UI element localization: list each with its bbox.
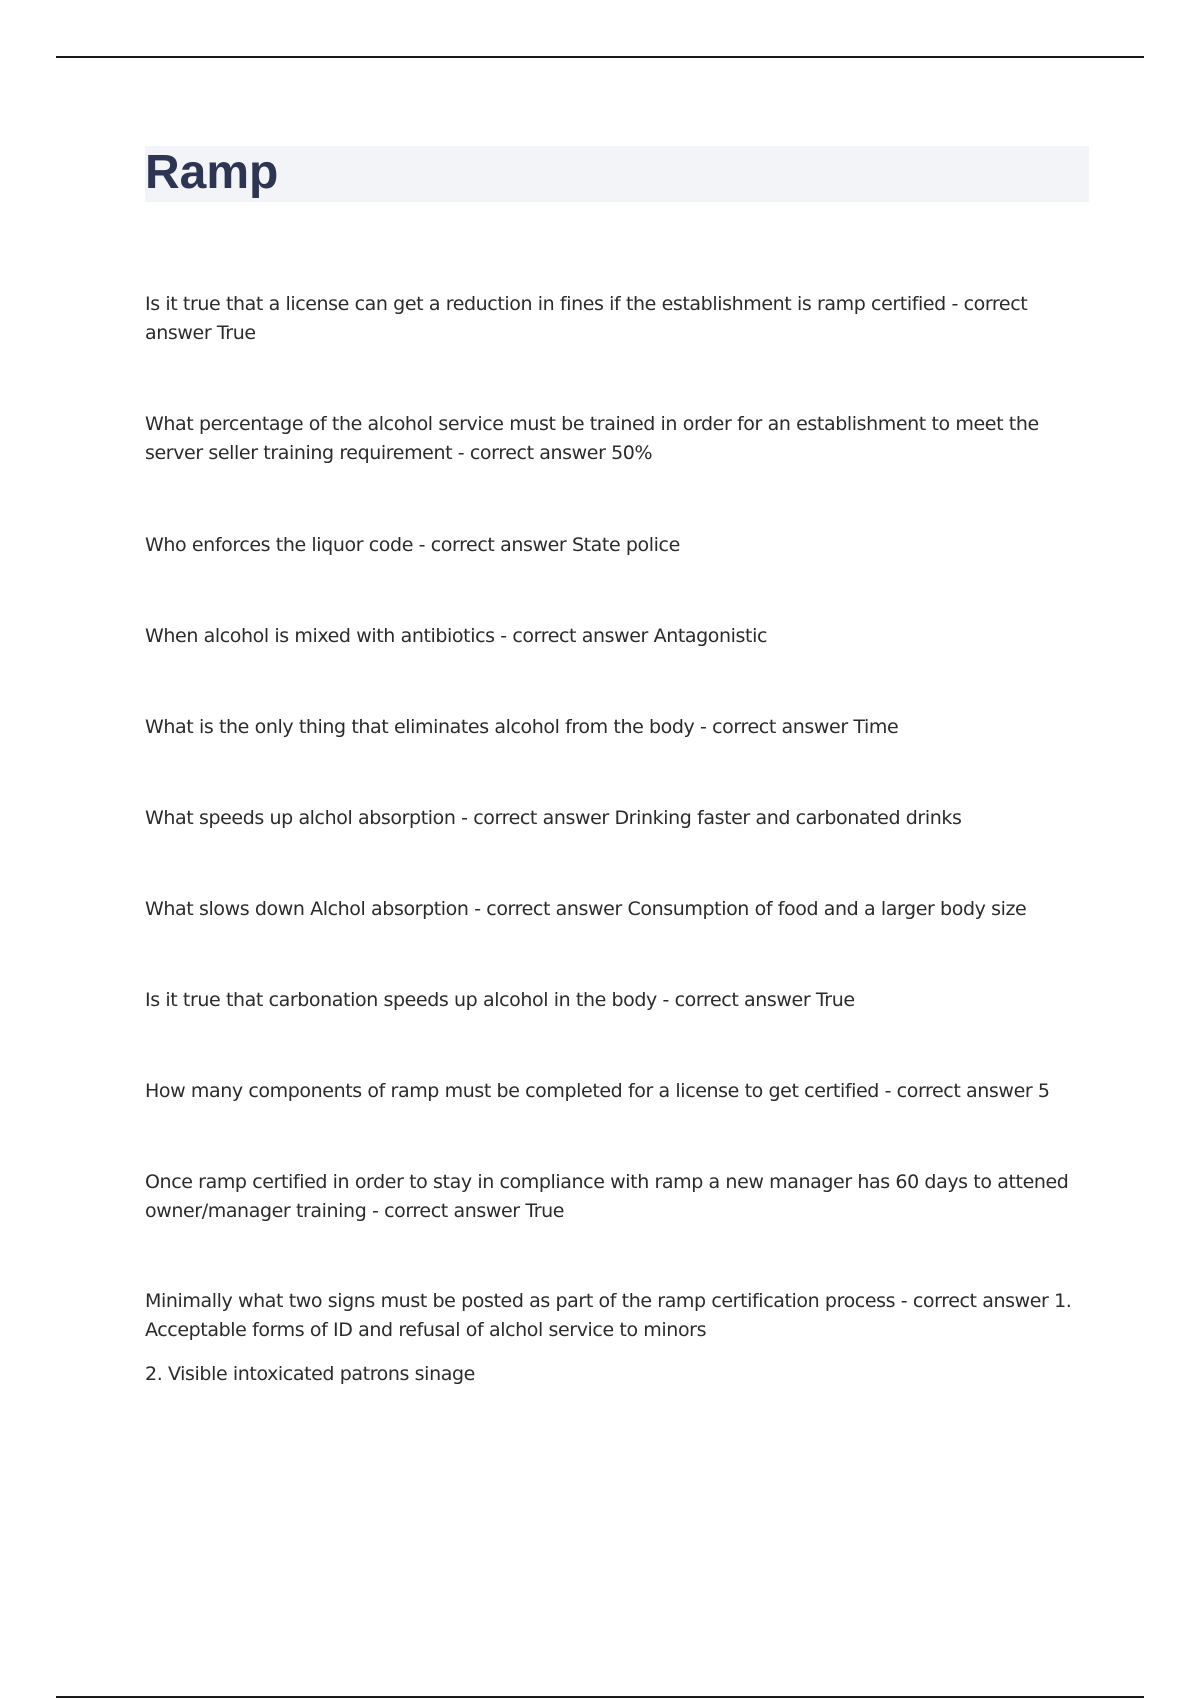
qa-item-3: Who enforces the liquor code - correct answer State police bbox=[145, 534, 680, 556]
qa-item-5: What is the only thing that eliminates alcohol from the body - correct answer Time bbox=[145, 716, 899, 738]
top-rule bbox=[56, 56, 1144, 58]
qa-item-11-text: Minimally what two signs must be posted as part of the ramp certification process - correct answer 1. Acceptable forms of ID and refusal of alchol service to minors bbox=[145, 1290, 1072, 1341]
qa-item-8: Is it true that carbonation speeds up alcohol in the body - correct answer True bbox=[145, 989, 855, 1011]
page-title: Ramp bbox=[145, 146, 279, 199]
qa-item-4: When alcohol is mixed with antibiotics - correct answer Antagonistic bbox=[145, 625, 768, 647]
qa-item-10: Once ramp certified in order to stay in compliance with ramp a new manager has 60 days to attened owner/manager training - correct answer True bbox=[145, 1171, 1069, 1222]
qa-item-7: What slows down Alchol absorption - correct answer Consumption of food and a larger body size bbox=[145, 898, 1027, 920]
qa-item-6: What speeds up alchol absorption - correct answer Drinking faster and carbonated drinks bbox=[145, 807, 962, 829]
qa-item-11 bbox=[145, 1287, 1090, 1389]
qa-item-2: What percentage of the alcohol service must be trained in order for an establishment to meet the server seller training requirement - correct answer 50% bbox=[145, 413, 1039, 464]
qa-item-1: Is it true that a license can get a reduction in fines if the establishment is ramp certified - correct answer True bbox=[145, 293, 1028, 344]
qa-item-9: How many components of ramp must be completed for a license to get certified - correct answer 5 bbox=[145, 1080, 1050, 1102]
bottom-rule bbox=[56, 1696, 1144, 1698]
title-band bbox=[145, 146, 1089, 202]
qa-item-11-extra: 2. Visible intoxicated patrons sinage bbox=[145, 1363, 475, 1385]
